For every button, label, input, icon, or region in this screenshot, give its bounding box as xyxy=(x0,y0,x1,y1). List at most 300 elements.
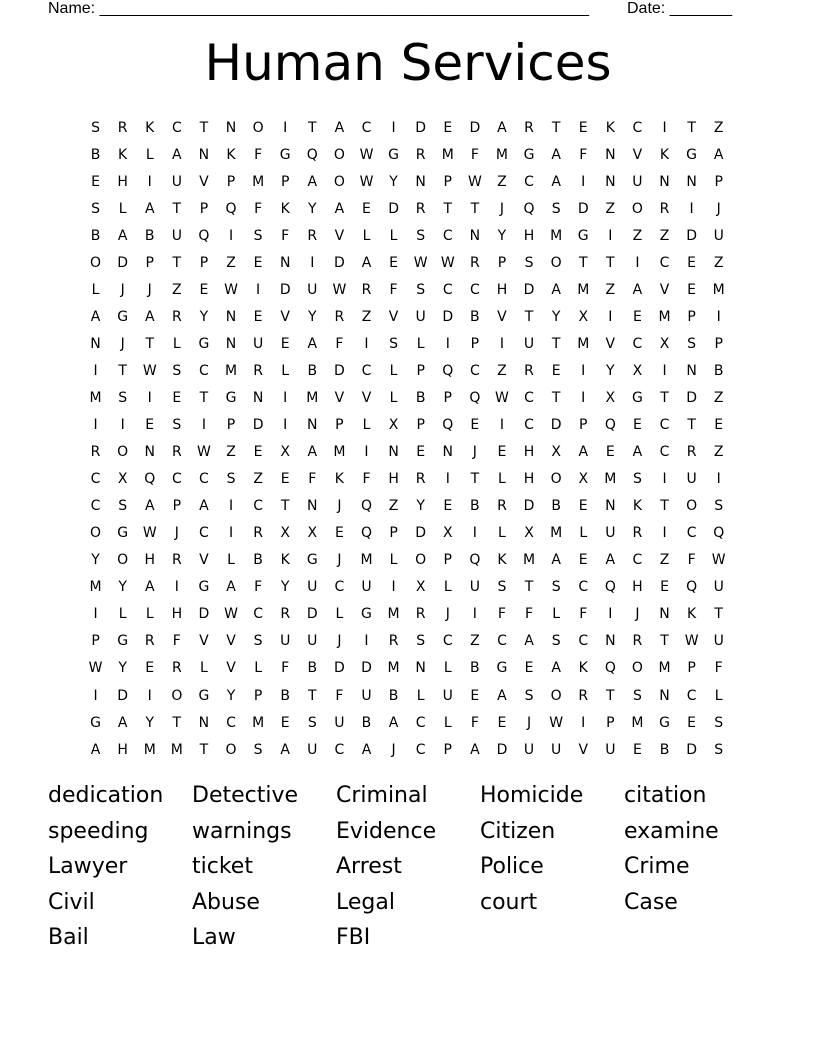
grid-letter[interactable]: I xyxy=(581,389,586,406)
grid-letter[interactable]: I xyxy=(472,606,477,623)
grid-letter[interactable]: C xyxy=(524,417,534,434)
grid-letter[interactable]: I xyxy=(120,417,125,434)
grid-letter[interactable]: Y xyxy=(118,579,127,596)
grid-letter[interactable]: G xyxy=(279,146,291,163)
grid-letter[interactable]: J xyxy=(337,633,342,650)
grid-letter[interactable]: F xyxy=(389,281,398,298)
grid-letter[interactable]: V xyxy=(578,741,589,758)
grid-letter[interactable]: P xyxy=(606,714,615,731)
grid-letter[interactable]: U xyxy=(713,633,724,650)
grid-letter[interactable]: D xyxy=(686,741,697,758)
grid-letter[interactable]: C xyxy=(524,389,534,406)
grid-letter[interactable]: V xyxy=(334,389,345,406)
grid-letter[interactable]: B xyxy=(415,389,426,406)
grid-letter[interactable]: S xyxy=(714,714,724,731)
grid-letter[interactable]: I xyxy=(716,471,721,488)
grid-letter[interactable]: B xyxy=(280,687,290,704)
grid-letter[interactable]: U xyxy=(713,227,724,244)
grid-letter[interactable]: L xyxy=(362,417,371,434)
grid-letter[interactable]: D xyxy=(279,281,291,298)
grid-letter[interactable]: V xyxy=(199,173,209,190)
grid-letter[interactable]: W xyxy=(142,525,157,542)
grid-letter[interactable]: A xyxy=(90,308,101,325)
grid-letter[interactable]: V xyxy=(361,389,372,406)
grid-letter[interactable]: P xyxy=(497,254,507,271)
grid-letter[interactable]: L xyxy=(118,606,127,623)
grid-letter[interactable]: S xyxy=(551,579,561,596)
grid-letter[interactable]: C xyxy=(171,471,182,488)
grid-letter[interactable]: O xyxy=(171,687,183,704)
grid-letter[interactable]: S xyxy=(551,200,561,217)
grid-letter[interactable]: X xyxy=(280,444,290,461)
grid-letter[interactable]: Z xyxy=(632,227,643,244)
grid-letter[interactable]: E xyxy=(578,498,588,515)
grid-letter[interactable]: A xyxy=(632,444,643,461)
grid-letter[interactable]: N xyxy=(307,498,318,515)
grid-letter[interactable]: I xyxy=(662,119,667,136)
grid-letter[interactable]: C xyxy=(442,227,453,244)
grid-letter[interactable]: T xyxy=(606,254,615,271)
grid-letter[interactable]: H xyxy=(496,281,508,298)
grid-letter[interactable]: G xyxy=(388,146,399,163)
grid-letter[interactable]: J xyxy=(445,606,450,623)
grid-letter[interactable]: W xyxy=(142,362,157,379)
grid-letter[interactable]: B xyxy=(388,687,399,704)
grid-letter[interactable]: K xyxy=(497,552,507,569)
grid-letter[interactable]: C xyxy=(253,498,263,515)
grid-letter[interactable]: U xyxy=(307,741,318,758)
grid-letter[interactable]: B xyxy=(361,714,372,731)
grid-letter[interactable]: U xyxy=(713,579,724,596)
grid-letter[interactable]: B xyxy=(253,552,263,569)
grid-letter[interactable]: H xyxy=(117,741,128,758)
grid-letter[interactable]: I xyxy=(147,173,152,190)
grid-letter[interactable]: O xyxy=(252,119,264,136)
grid-letter[interactable]: S xyxy=(226,471,236,488)
grid-letter[interactable]: Z xyxy=(253,471,263,488)
grid-letter[interactable]: Y xyxy=(606,362,615,379)
letter-grid[interactable] xyxy=(82,114,732,763)
grid-letter[interactable]: A xyxy=(497,119,507,136)
grid-letter[interactable]: N xyxy=(659,687,670,704)
grid-letter[interactable]: L xyxy=(498,471,506,488)
grid-letter[interactable]: A xyxy=(713,146,724,163)
grid-letter[interactable]: Z xyxy=(605,200,616,217)
grid-letter[interactable]: N xyxy=(686,362,697,379)
grid-letter[interactable]: Z xyxy=(497,173,507,190)
grid-letter[interactable]: D xyxy=(117,687,129,704)
grid-letter[interactable]: Y xyxy=(497,227,507,244)
grid-letter[interactable]: Z xyxy=(659,552,670,569)
grid-letter[interactable]: F xyxy=(254,146,263,163)
grid-letter[interactable]: F xyxy=(470,714,479,731)
grid-letter[interactable]: I xyxy=(201,417,206,434)
grid-letter[interactable]: L xyxy=(416,687,425,704)
grid-letter[interactable]: L xyxy=(254,660,263,677)
grid-letter[interactable]: M xyxy=(252,714,265,731)
grid-letter[interactable]: R xyxy=(144,633,155,650)
grid-letter[interactable]: Q xyxy=(225,200,237,217)
grid-letter[interactable]: E xyxy=(362,200,371,217)
grid-letter[interactable]: T xyxy=(524,308,534,325)
grid-letter[interactable]: U xyxy=(334,714,345,731)
grid-letter[interactable]: F xyxy=(579,146,588,163)
grid-letter[interactable]: Z xyxy=(713,119,724,136)
grid-letter[interactable]: C xyxy=(171,119,182,136)
grid-letter[interactable]: C xyxy=(686,687,697,704)
grid-letter[interactable]: U xyxy=(605,525,616,542)
grid-letter[interactable]: E xyxy=(524,660,534,677)
grid-letter[interactable]: J xyxy=(120,281,125,298)
grid-letter[interactable]: K xyxy=(334,471,344,488)
grid-letter[interactable]: E xyxy=(280,335,290,352)
grid-letter[interactable]: D xyxy=(334,660,345,677)
grid-letter[interactable]: A xyxy=(551,660,561,677)
grid-letter[interactable]: G xyxy=(496,660,508,677)
grid-letter[interactable]: T xyxy=(551,119,561,136)
grid-letter[interactable]: Z xyxy=(226,254,236,271)
grid-letter[interactable]: R xyxy=(253,525,263,542)
grid-letter[interactable]: O xyxy=(550,254,562,271)
grid-letter[interactable]: P xyxy=(714,173,723,190)
grid-letter[interactable]: C xyxy=(659,444,670,461)
grid-letter[interactable]: C xyxy=(415,714,426,731)
grid-letter[interactable]: I xyxy=(283,417,288,434)
grid-letter[interactable]: C xyxy=(632,119,643,136)
grid-letter[interactable]: C xyxy=(442,281,453,298)
grid-letter[interactable]: W xyxy=(440,254,455,271)
grid-letter[interactable]: D xyxy=(442,308,454,325)
grid-letter[interactable]: D xyxy=(469,119,481,136)
grid-letter[interactable]: A xyxy=(551,281,561,298)
grid-letter[interactable]: F xyxy=(281,660,290,677)
grid-letter[interactable]: T xyxy=(524,579,534,596)
grid-letter[interactable]: P xyxy=(226,417,236,434)
grid-letter[interactable]: U xyxy=(307,281,318,298)
grid-letter[interactable]: X xyxy=(605,389,616,406)
grid-letter[interactable]: S xyxy=(714,498,724,515)
grid-letter[interactable]: M xyxy=(577,335,590,352)
grid-letter[interactable]: R xyxy=(171,308,182,325)
grid-letter[interactable]: A xyxy=(144,308,155,325)
grid-letter[interactable]: D xyxy=(523,498,535,515)
grid-letter[interactable]: T xyxy=(578,254,588,271)
grid-letter[interactable]: V xyxy=(226,633,236,650)
grid-letter[interactable]: Q xyxy=(604,660,616,677)
grid-letter[interactable]: K xyxy=(280,552,290,569)
grid-letter[interactable]: H xyxy=(117,173,128,190)
grid-letter[interactable]: D xyxy=(388,200,399,217)
grid-letter[interactable]: F xyxy=(335,687,344,704)
grid-letter[interactable]: C xyxy=(361,362,372,379)
grid-letter[interactable]: O xyxy=(90,254,102,271)
grid-letter[interactable]: G xyxy=(686,146,698,163)
grid-letter[interactable]: G xyxy=(225,389,237,406)
name-field-line[interactable]: Name: _______________________________________________________ xyxy=(48,0,589,17)
grid-letter[interactable]: T xyxy=(714,606,723,623)
grid-letter[interactable]: R xyxy=(469,254,480,271)
grid-letter[interactable]: U xyxy=(469,579,480,596)
grid-letter[interactable]: C xyxy=(199,362,209,379)
grid-letter[interactable]: X xyxy=(415,579,426,596)
grid-letter[interactable]: U xyxy=(171,173,182,190)
grid-letter[interactable]: V xyxy=(632,146,643,163)
grid-letter[interactable]: H xyxy=(171,606,183,623)
grid-letter[interactable]: I xyxy=(364,633,369,650)
grid-letter[interactable]: I xyxy=(256,281,261,298)
grid-letter[interactable]: A xyxy=(361,254,372,271)
grid-letter[interactable]: W xyxy=(224,606,238,623)
grid-letter[interactable]: D xyxy=(523,281,535,298)
grid-letter[interactable]: I xyxy=(283,119,288,136)
grid-letter[interactable]: G xyxy=(577,227,589,244)
grid-letter[interactable]: R xyxy=(415,606,426,623)
grid-letter[interactable]: Y xyxy=(91,552,100,569)
grid-letter[interactable]: I xyxy=(635,254,640,271)
grid-letter[interactable]: C xyxy=(497,633,507,650)
grid-letter[interactable]: G xyxy=(90,714,101,731)
grid-letter[interactable]: N xyxy=(442,444,453,461)
grid-letter[interactable]: R xyxy=(686,444,697,461)
grid-letter[interactable]: R xyxy=(415,200,426,217)
grid-letter[interactable]: X xyxy=(388,417,399,434)
grid-letter[interactable]: I xyxy=(310,254,315,271)
grid-letter[interactable]: X xyxy=(578,308,589,325)
grid-letter[interactable]: U xyxy=(280,633,291,650)
grid-letter[interactable]: O xyxy=(550,687,562,704)
grid-letter[interactable]: P xyxy=(687,308,696,325)
grid-letter[interactable]: O xyxy=(333,173,345,190)
grid-letter[interactable]: G xyxy=(198,687,210,704)
grid-letter[interactable]: W xyxy=(359,146,374,163)
grid-letter[interactable]: F xyxy=(308,471,317,488)
grid-letter[interactable]: D xyxy=(415,119,427,136)
grid-letter[interactable]: A xyxy=(578,444,589,461)
grid-letter[interactable]: U xyxy=(361,579,372,596)
grid-letter[interactable]: E xyxy=(389,254,398,271)
grid-letter[interactable]: B xyxy=(144,227,155,244)
grid-letter[interactable]: R xyxy=(388,633,399,650)
grid-letter[interactable]: Q xyxy=(360,525,372,542)
grid-letter[interactable]: R xyxy=(171,660,182,677)
grid-letter[interactable]: J xyxy=(337,498,342,515)
grid-letter[interactable]: R xyxy=(280,606,291,623)
grid-letter[interactable]: Z xyxy=(361,308,372,325)
grid-letter[interactable]: C xyxy=(334,741,345,758)
grid-letter[interactable]: C xyxy=(442,633,453,650)
grid-letter[interactable]: L xyxy=(714,687,723,704)
grid-letter[interactable]: L xyxy=(145,606,154,623)
grid-letter[interactable]: C xyxy=(659,417,670,434)
grid-letter[interactable]: Q xyxy=(442,362,454,379)
grid-letter[interactable]: O xyxy=(117,444,129,461)
grid-letter[interactable]: S xyxy=(524,687,534,704)
grid-letter[interactable]: S xyxy=(172,417,182,434)
grid-letter[interactable]: T xyxy=(660,633,669,650)
grid-letter[interactable]: D xyxy=(252,417,264,434)
grid-letter[interactable]: P xyxy=(91,633,100,650)
grid-letter[interactable]: V xyxy=(605,335,616,352)
grid-letter[interactable]: C xyxy=(199,471,209,488)
grid-letter[interactable]: A xyxy=(117,714,128,731)
grid-letter[interactable]: C xyxy=(415,741,426,758)
grid-letter[interactable]: N xyxy=(388,444,399,461)
grid-letter[interactable]: I xyxy=(689,200,694,217)
grid-letter[interactable]: N xyxy=(225,119,237,136)
grid-letter[interactable]: R xyxy=(334,308,345,325)
grid-letter[interactable]: T xyxy=(199,389,209,406)
grid-letter[interactable]: J xyxy=(716,200,721,217)
grid-letter[interactable]: L xyxy=(389,362,398,379)
grid-letter[interactable]: G xyxy=(306,552,318,569)
grid-letter[interactable]: Z xyxy=(470,633,480,650)
grid-letter[interactable]: M xyxy=(658,660,671,677)
grid-letter[interactable]: T xyxy=(145,335,155,352)
grid-letter[interactable]: I xyxy=(499,417,505,434)
grid-letter[interactable]: W xyxy=(549,714,564,731)
grid-letter[interactable]: Y xyxy=(226,687,236,704)
grid-letter[interactable]: R xyxy=(307,227,318,244)
grid-letter[interactable]: L xyxy=(362,227,371,244)
grid-letter[interactable]: I xyxy=(93,362,98,379)
grid-letter[interactable]: L xyxy=(443,660,452,677)
grid-letter[interactable]: J xyxy=(147,281,152,298)
grid-letter[interactable]: B xyxy=(470,308,480,325)
grid-letter[interactable]: N xyxy=(279,254,291,271)
grid-letter[interactable]: B xyxy=(551,498,561,515)
grid-letter[interactable]: A xyxy=(280,741,290,758)
grid-letter[interactable]: T xyxy=(470,200,480,217)
grid-letter[interactable]: N xyxy=(605,173,616,190)
grid-letter[interactable]: P xyxy=(470,335,480,352)
grid-letter[interactable]: V xyxy=(497,308,507,325)
grid-letter[interactable]: T xyxy=(551,335,561,352)
grid-letter[interactable]: D xyxy=(415,525,427,542)
grid-letter[interactable]: F xyxy=(254,200,263,217)
grid-letter[interactable]: V xyxy=(334,227,345,244)
grid-letter[interactable]: L xyxy=(389,552,398,569)
grid-letter[interactable]: N xyxy=(659,173,670,190)
grid-letter[interactable]: B xyxy=(713,362,724,379)
grid-letter[interactable]: W xyxy=(332,281,347,298)
grid-letter[interactable]: I xyxy=(581,362,586,379)
grid-letter[interactable]: I xyxy=(364,444,369,461)
grid-letter[interactable]: R xyxy=(361,281,372,298)
grid-letter[interactable]: C xyxy=(578,633,589,650)
grid-letter[interactable]: A xyxy=(307,335,318,352)
grid-letter[interactable]: F xyxy=(362,471,371,488)
grid-letter[interactable]: U xyxy=(605,741,616,758)
grid-letter[interactable]: E xyxy=(470,417,480,434)
grid-letter[interactable]: S xyxy=(389,335,399,352)
grid-letter[interactable]: L xyxy=(552,606,561,623)
grid-letter[interactable]: A xyxy=(144,498,155,515)
grid-letter[interactable]: C xyxy=(632,552,643,569)
grid-letter[interactable]: V xyxy=(199,552,209,569)
grid-letter[interactable]: X xyxy=(307,525,318,542)
grid-letter[interactable]: N xyxy=(659,606,670,623)
grid-letter[interactable]: P xyxy=(443,741,452,758)
grid-letter[interactable]: T xyxy=(199,741,209,758)
grid-letter[interactable]: I xyxy=(174,579,179,596)
grid-letter[interactable]: M xyxy=(712,281,725,298)
grid-letter[interactable]: V xyxy=(280,308,290,325)
grid-letter[interactable]: Q xyxy=(469,389,481,406)
grid-letter[interactable]: Y xyxy=(308,200,317,217)
grid-letter[interactable]: U xyxy=(523,741,535,758)
grid-letter[interactable]: C xyxy=(334,579,345,596)
grid-letter[interactable]: I xyxy=(716,308,721,325)
grid-letter[interactable]: G xyxy=(198,579,210,596)
grid-letter[interactable]: M xyxy=(441,146,454,163)
grid-letter[interactable]: W xyxy=(467,173,482,190)
grid-letter[interactable]: R xyxy=(524,119,534,136)
grid-letter[interactable]: L xyxy=(281,362,290,379)
grid-letter[interactable]: N xyxy=(198,714,210,731)
grid-letter[interactable]: P xyxy=(389,525,398,542)
grid-letter[interactable]: M xyxy=(631,714,644,731)
grid-letter[interactable]: Y xyxy=(118,660,127,677)
grid-letter[interactable]: J xyxy=(635,606,640,623)
grid-letter[interactable]: A xyxy=(90,741,101,758)
grid-letter[interactable]: J xyxy=(174,525,179,542)
grid-letter[interactable]: W xyxy=(197,444,211,461)
grid-letter[interactable]: N xyxy=(605,633,616,650)
grid-letter[interactable]: E xyxy=(687,281,697,298)
grid-letter[interactable]: Z xyxy=(388,498,399,515)
grid-letter[interactable]: R xyxy=(253,362,263,379)
grid-letter[interactable]: W xyxy=(413,254,428,271)
grid-letter[interactable]: R xyxy=(415,146,426,163)
grid-letter[interactable]: I xyxy=(662,362,667,379)
grid-letter[interactable]: S xyxy=(497,579,507,596)
grid-letter[interactable]: V xyxy=(388,308,399,325)
grid-letter[interactable]: C xyxy=(578,579,589,596)
grid-letter[interactable]: K xyxy=(226,146,236,163)
grid-letter[interactable]: Q xyxy=(713,525,725,542)
grid-letter[interactable]: P xyxy=(443,389,452,406)
grid-letter[interactable]: J xyxy=(472,444,477,461)
grid-letter[interactable]: T xyxy=(551,389,561,406)
grid-letter[interactable]: N xyxy=(225,308,237,325)
grid-letter[interactable]: A xyxy=(497,687,507,704)
grid-letter[interactable]: M xyxy=(387,606,400,623)
grid-letter[interactable]: I xyxy=(228,498,234,515)
grid-letter[interactable]: R xyxy=(415,471,426,488)
grid-letter[interactable]: Y xyxy=(389,173,398,190)
grid-letter[interactable]: A xyxy=(172,146,182,163)
grid-letter[interactable]: I xyxy=(364,335,369,352)
grid-letter[interactable]: Z xyxy=(659,227,670,244)
grid-letter[interactable]: S xyxy=(632,687,642,704)
grid-letter[interactable]: P xyxy=(714,335,723,352)
grid-letter[interactable]: G xyxy=(361,606,372,623)
grid-letter[interactable]: Q xyxy=(523,200,535,217)
grid-letter[interactable]: E xyxy=(687,714,697,731)
grid-letter[interactable]: O xyxy=(90,525,102,542)
grid-letter[interactable]: G xyxy=(117,308,129,325)
grid-letter[interactable]: S xyxy=(632,471,642,488)
grid-letter[interactable]: L xyxy=(227,552,235,569)
grid-letter[interactable]: S xyxy=(524,254,534,271)
grid-letter[interactable]: R xyxy=(524,362,534,379)
grid-letter[interactable]: R xyxy=(497,498,507,515)
grid-letter[interactable]: P xyxy=(335,417,344,434)
date-field-line[interactable]: Date: _______ xyxy=(627,0,732,17)
grid-letter[interactable]: E xyxy=(632,741,642,758)
grid-letter[interactable]: I xyxy=(93,417,98,434)
grid-letter[interactable]: N xyxy=(90,335,101,352)
